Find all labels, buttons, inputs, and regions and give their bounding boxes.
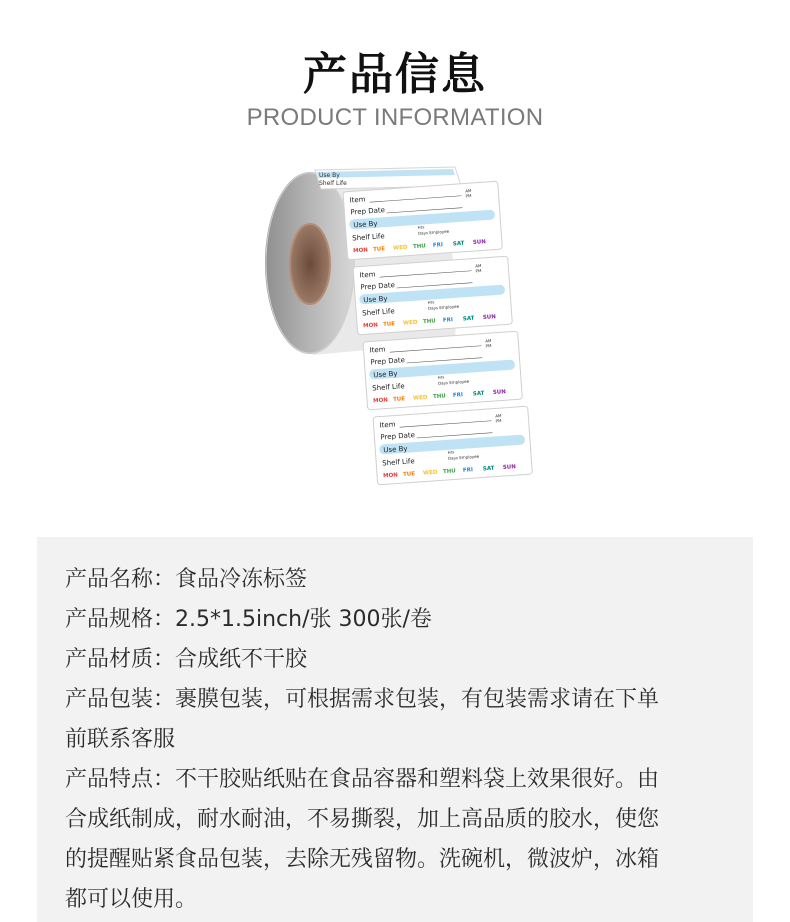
label-item-text: Item <box>379 420 396 430</box>
roll-shelf-life-text: Shelf Life <box>319 180 347 187</box>
label-day-thu: THU <box>432 393 447 401</box>
page-subtitle: PRODUCT INFORMATION <box>246 104 544 131</box>
label-day-thu: THU <box>412 243 427 251</box>
label-day-sun: SUN <box>482 314 497 322</box>
label-prep-date-text: Prep Date <box>350 206 386 217</box>
label-am-text: AM <box>465 188 472 194</box>
label-pm-text: PM <box>475 268 482 274</box>
label-am-text: AM <box>485 338 492 344</box>
food-label <box>343 181 502 260</box>
label-day-thu: THU <box>422 318 437 326</box>
label-days-employee-text: Days Employee <box>437 378 470 386</box>
label-item-text: Item <box>359 270 376 280</box>
food-label <box>363 331 522 410</box>
info-line-features-2: 合成纸制成，耐水耐油，不易撕裂，加上高品质的胶水，使您 <box>65 807 660 832</box>
label-hrs-text: Hrs <box>417 224 425 230</box>
label-hrs-text: Hrs <box>427 299 435 305</box>
label-day-mon: MON <box>372 397 389 405</box>
info-line-features: 产品特点：不干胶贴纸贴在食品容器和塑料袋上效果很好。由 <box>65 767 660 792</box>
label-days-employee-text: Days Employee <box>447 453 480 461</box>
label-prep-date-text: Prep Date <box>360 281 396 292</box>
food-label <box>353 256 512 335</box>
label-day-sun: SUN <box>472 239 487 247</box>
label-day-fri: FRI <box>462 467 474 474</box>
label-roll-image <box>255 160 545 505</box>
label-day-wed: WED <box>412 394 428 402</box>
label-days-employee-text: Days Employee <box>427 303 460 311</box>
label-day-fri: FRI <box>452 392 464 399</box>
label-shelf-life-text: Shelf Life <box>351 232 385 243</box>
roll-use-by-text: Use By <box>319 172 340 179</box>
info-line-material: 产品材质：合成纸不干胶 <box>65 647 308 672</box>
label-day-sat: SAT <box>482 465 495 473</box>
label-day-sat: SAT <box>462 315 475 323</box>
label-day-wed: WED <box>402 319 418 327</box>
label-pm-text: PM <box>485 343 492 349</box>
info-line-name: 产品名称：食品冷冻标签 <box>65 567 308 592</box>
label-day-tue: TUE <box>372 246 386 254</box>
label-pm-text: PM <box>465 193 472 199</box>
label-day-fri: FRI <box>442 317 454 324</box>
label-day-fri: FRI <box>432 242 444 249</box>
label-shelf-life-text: Shelf Life <box>371 382 405 393</box>
label-day-wed: WED <box>422 469 438 477</box>
label-day-mon: MON <box>382 472 399 480</box>
info-line-features-3: 的提醒贴紧食品包装，去除无残留物。洗碗机，微波炉，冰箱 <box>65 847 660 872</box>
info-line-packaging-cont: 前联系客服 <box>65 727 176 752</box>
product-info-panel <box>37 537 753 922</box>
label-day-sun: SUN <box>492 389 507 397</box>
page-title: 产品信息 <box>303 49 487 100</box>
label-item-text: Item <box>349 195 366 205</box>
label-shelf-life-text: Shelf Life <box>361 307 395 318</box>
label-day-sat: SAT <box>472 390 485 398</box>
label-day-mon: MON <box>362 322 379 330</box>
label-day-mon: MON <box>352 247 369 255</box>
label-hrs-text: Hrs <box>447 449 455 455</box>
label-am-text: AM <box>475 263 482 269</box>
label-days-employee-text: Days Employee <box>417 228 450 236</box>
label-day-sun: SUN <box>502 464 517 472</box>
info-line-packaging: 产品包装：裹膜包装，可根据需求包装，有包装需求请在下单 <box>65 687 660 712</box>
label-use-by-text: Use By <box>353 219 378 230</box>
label-prep-date-text: Prep Date <box>370 356 406 367</box>
label-use-by-text: Use By <box>363 294 388 305</box>
food-label <box>373 406 532 485</box>
label-am-text: AM <box>495 413 502 419</box>
label-day-wed: WED <box>392 244 408 252</box>
label-item-text: Item <box>369 345 386 355</box>
label-shelf-life-text: Shelf Life <box>381 457 415 468</box>
info-line-features-4: 都可以使用。 <box>65 887 198 912</box>
label-day-sat: SAT <box>452 240 465 248</box>
label-use-by-text: Use By <box>373 369 398 380</box>
label-day-tue: TUE <box>382 321 396 329</box>
label-day-tue: TUE <box>402 471 416 479</box>
label-pm-text: PM <box>495 418 502 424</box>
info-line-spec: 产品规格：2.5*1.5inch/张 300张/卷 <box>65 607 432 632</box>
label-use-by-text: Use By <box>383 444 408 455</box>
label-prep-date-text: Prep Date <box>380 431 416 442</box>
label-hrs-text: Hrs <box>437 374 445 380</box>
label-day-tue: TUE <box>392 396 406 404</box>
label-day-thu: THU <box>442 468 457 476</box>
